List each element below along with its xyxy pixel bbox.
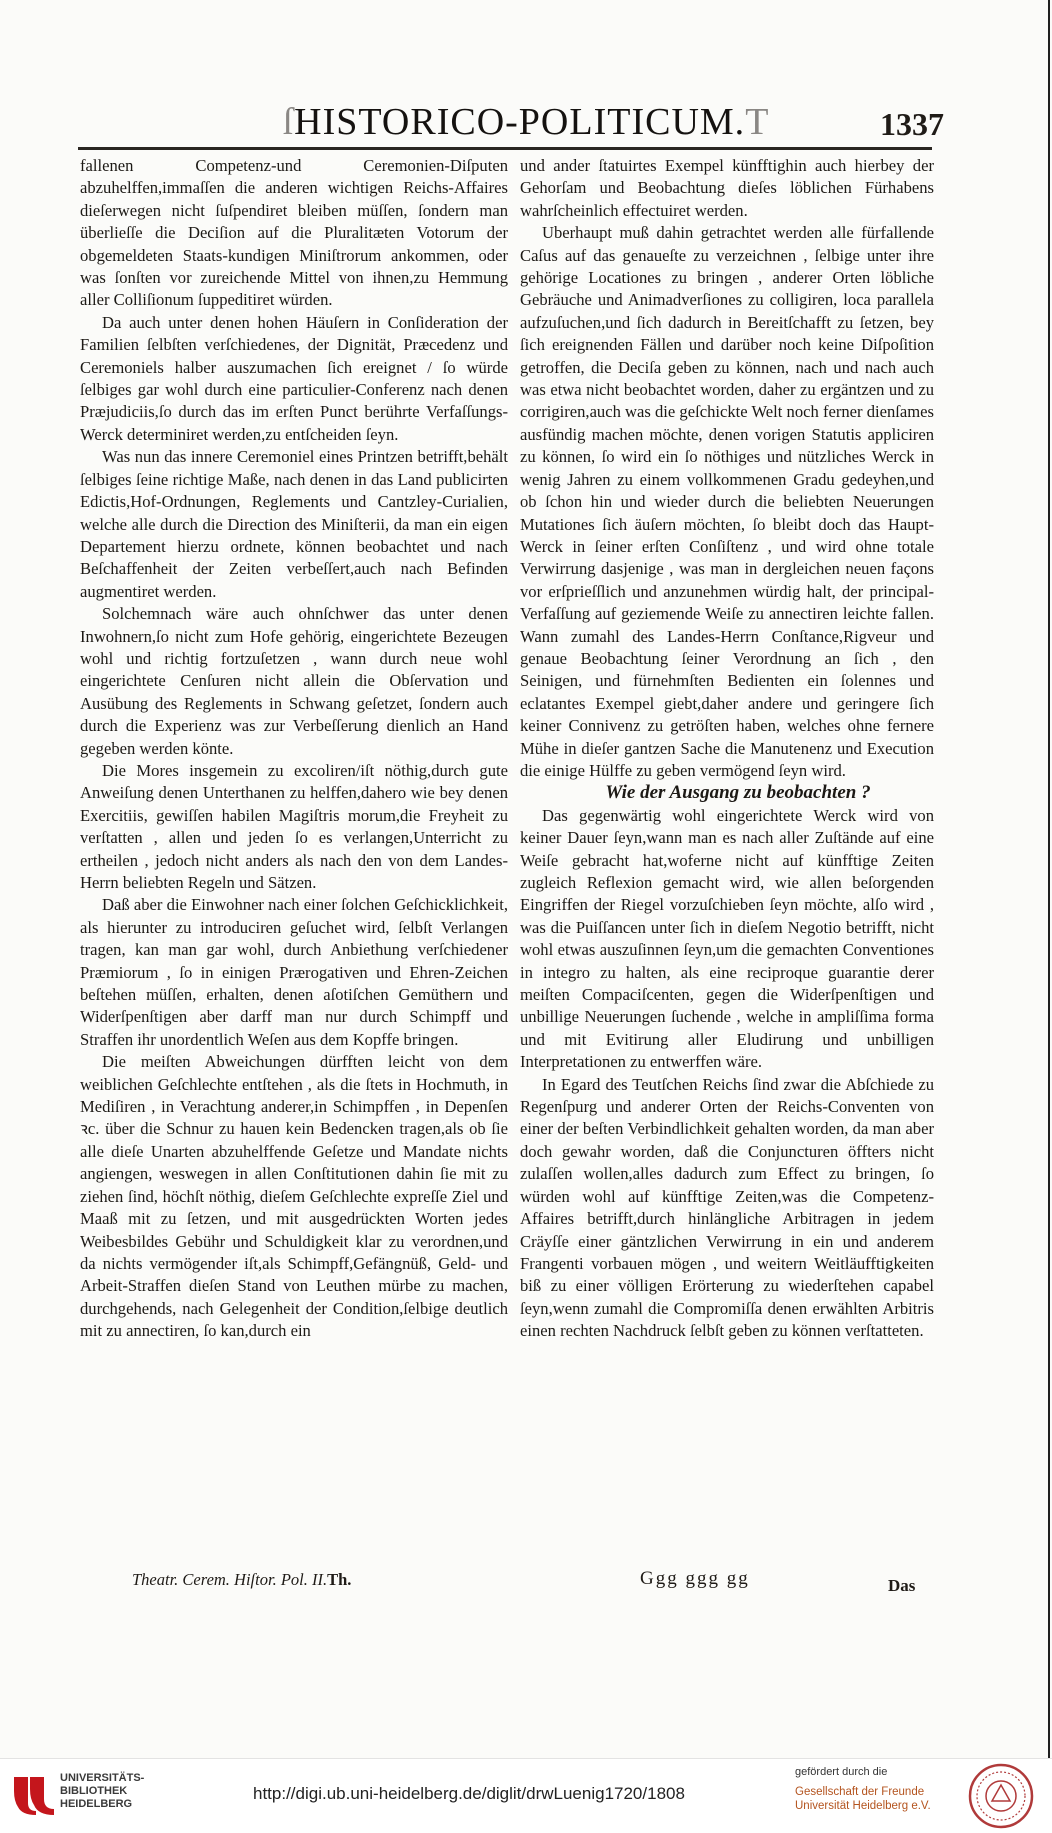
right-column [520,155,934,1343]
left-paragraph: Daß aber die Einwohner nach einer ſolchen Geſchicklichkeit, als hierunter zu introduciren geſuchet wird, ſelbſt Verlangen tragen, kan man gar wohl, durch Anbiethung verſchiedener Præmiorum , ſo in einigen Prærogativen und Ehren-Zeichen beſtehen müſſen, erhalten, denen aſotiſchen Gemüthern und Widerſpenſtigen aber darff man nur durch Schimpff und Straffen ihr unordentlich Weſen aus dem Kopffe bringen. [80,895,508,1049]
right-paragraph: Uberhaupt muß dahin getrachtet werden alle fürfallende Caſus auf das genaueſte zu verzeichnen , ſelbige unter ihre gehörige Locationes zu bringen , anderer Orten löbliche Gebräuche und Animadverſiones zu colligiren, loca parallela aufzuſuchen,und ſich dadurch in Bereitſchafft zu ſetzen, bey ſich ereignenden Fällen und darüber noch keine Diſpoſition getroffen, die Deciſa geben zu können, nach und nach auch was etwa nicht beobachtet worden, daher zu ergäntzen und zu corrigiren,auch was die geſchickte Welt noch ferner dienſames ausfündig machen möchte, denen vorigen Statutis appliciren zu können, ſo wird ein ſo nöthiges und nützliches Werck in wenig Jahren zu einem vollkommenen Gradu gedeyhen,und ob ſchon hin und wieder durch die beliebten Neuerungen Mutationes ſich äuſern möchten, ſo bleibt doch das Haupt-Werck in ſeiner erſten Conſiſtenz , und wird ohne totale Verwirrung dasjenige , was man in dergleichen neuen façons vor erſprieſſlich und anzunehmen würdig halt, der principal- Verfaſſung auf geziemende Weiſe zu annectiren leichte fallen. Wann zumahl des Landes-Herrn Conſtance,Rigveur und genaue Beobachtung ſeiner Verordnung an ſich , den Seinigen, und fürnehmſten Bedienten ein ſolennes und eclatantes Exempel giebt,daher andere und geringere ſich keiner Connivenz zu getröſten haben, welches ohne fernere Mühe in dieſer gantzen Sache die Manutenenz und Execution die einige Hülffe zu geben vermögend ſeyn wird. [520,223,934,780]
supported-by-label: gefördert durch die [795,1766,888,1778]
left-continued-paragraph: fallenen Competenz-und Ceremonien-Diſputen abzuhelffen,immaſſen die anderen wichtigen Reichs-Affaires dieſerwegen nicht ſuſpendiret bleiben müſſen, ſondern man überlieſſe die Deciſion auf die Pluralitæten Votorum der obgemeldeten Staats-kundigen Miniſtrorum ankommen, oder was ſonſten vor zureichende Mittel von ihnen,zu Hemmung aller Colliſionum ſuppeditiret würden. [80,156,508,310]
right-paragraph: Das gegenwärtig wohl eingerichtete Werck wird von keiner Dauer ſeyn,wann man es nach aller Zuſtände auf eine Weiſe gebracht hat,woferne nicht auf künfftige Zeiten zugleich Reflexion gemacht wird, wie allen beſorgenden Eingriffen der Riegel vorzuſchieben ſeyn möchte, alſo wird , was die Puiſſancen unter ſich in dieſem Negotio betrifft, nicht wohl etwas auszuſinnen ſeyn,um die gemachten Conventiones in integro zu halten, als eine reciproque guarantie derer meiſten Compaciſcenten, gegen die Widerſpenſtigen und unbillige Neuerungen ſuchende , welche in ampliſſima forma und mit Evitirung aller Eludirung und unbilligen Interpretationen zu entwerffen wäre. [520,805,934,1072]
running-head-left-mark: ſ [282,101,295,143]
signature-text: Theatr. Cerem. Hiſtor. Pol. II. [132,1570,328,1589]
society-seal-icon [968,1763,1034,1829]
library-name-line1: UNIVERSITÄTS- [60,1772,145,1784]
signature-mark: Ggg ggg gg [640,1568,750,1589]
footer-bar [0,1758,1052,1833]
permalink-url[interactable]: http://digi.ub.uni-heidelberg.de/diglit/drwLuenig1720/1808 [253,1784,685,1803]
library-name-line3: HEIDELBERG [60,1798,133,1810]
header-rule [78,147,932,150]
scan-edge-right [1048,0,1050,1758]
library-name-line2: BIBLIOTHEK [60,1785,128,1797]
signature-tail: Th. [327,1570,352,1589]
left-paragraph: Die Mores insgemein zu excoliren/iſt nöthig,durch gute Anweiſung denen Unterthanen zu helffen,dahero wie bey denen Exercitiis, gewiſſen habilen Magiſtris morum,die Freyheit zu verſtatten , allen und jeden ſo es verlangen,Unterricht zu ertheilen , jedoch nicht anders als nach den von dem Landes-Herrn beliebten Regeln und Sätzen. [80,760,508,892]
left-column [80,155,508,1343]
section-heading: Wie der Ausgang zu beobachten ? [605,782,871,804]
signature-line [132,1570,351,1590]
right-paragraph: In Egard des Teutſchen Reichs ſind zwar die Abſchiede zu Regenſpurg und anderer Orten der Reichs-Conventen von einer der beſten Verbindlichkeit gehalten worden, da man aber doch gewahr worden, daß die Conjuncturen öffters nicht zulaſſen wollen,alles dadurch zum Effect zu bringen, ſo würden wohl auf künfftige Zeiten,was die Competenz-Affaires betrifft,durch hinlängliche Arbitragen in jedem Cräyſſe einer gäntzlichen Verwirrung in ein und anderem Frangenti vorbauen mögen , und weitern Weitläufftigkeiten biß zu einer völligen Erörterung zu wiederſtehen capabel ſeyn,wenn zumahl die Compromiſſa denen erwählten Arbitris einen rechten Nachdruck ſelbſt geben zu können verſtatteten. [520,1074,934,1341]
left-paragraph: Solchemnach wäre auch ohnſchwer das unter denen Inwohnern,ſo nicht zum Hofe gehörig, eingerichtete Bezeugen wohl und richtig fortzuſetzen , wann durch neue wohl eingerichtete Cenſuren nicht allein die Obſervation und Ausübung des Reglements in Schwang geſetzet, ſondern auch durch die Experienz was zur Verbeſſerung dienlich an Hand gegeben werden könte. [80,604,508,758]
running-head-title: HISTORICO-POLITICUM. [294,101,746,143]
society-name-line1: Gesellschaft der Freunde [795,1786,925,1798]
left-paragraph: Was nun das innere Ceremoniel eines Printzen betrifft,behält ſelbiges ſeine richtige Maße, nach denen in das Land publicirten Edictis,Hof-Ordnungen, Reglements und Cantzley-Curialien, welche alle durch die Direction des Miniſterii, da man ein eigen Departement hierzu ordnete, können beobachtet und nach Beſchaffenheit der Zeiten verbeſſert,auch nach Befinden augmentiret werden. [80,447,508,601]
library-logo-icon [8,1769,60,1821]
running-head-right-mark: T [745,101,770,143]
catchword: Das [888,1576,916,1595]
right-continued-paragraph: und ander ſtatuirtes Exempel künfftighin auch hierbey der Gehorſam und Beobachtung dieſes löblichen Fürhabens wahrſcheinlich effectuiret werden. [520,156,934,220]
society-name [795,1785,931,1813]
left-paragraph: Die meiſten Abweichungen dürfften leicht von dem weiblichen Geſchlechte entſtehen , als die ſtets in Hochmuth, in Mediſiren , in Verachtung anderer,in Schimpffen , in Depenſen ꝛc. über die Schnur zu hauen kein Bedencken tragen,als ob ſie alle dieſe Unarten abzuhelffende Geſetze und Mandate nichts angiengen, weswegen in allen Conſtitutionen dahin ſie mit zu ziehen ſind, höchſt nöthig, dieſem Geſchlechte expreſſe Ziel und Maaß mit zu ſetzen, und mit ausgedrückten Worten jedes Weibesbildes Gebühr und Schuldigkeit klar zu verordnen,und da nichts vermögender iſt,als Schimpff,Gefängnüß, Geld- und Arbeit-Straffen dieſen Stand von Leuthen mürbe zu machen, durchgehends, nach Gelegenheit der Condition,ſelbige deutlich mit zu annectiren, ſo kan,durch ein [80,1052,508,1341]
society-name-line2: Universität Heidelberg e.V. [795,1800,931,1812]
page-number: 1337 [880,106,944,142]
left-paragraph: Da auch unter denen hohen Häuſern in Conſideration der Familien ſelbſten verſchiedenes, der Dignität, Præcedenz und Ceremoniels halber auszumachen ſich ereignet / ſo würde ſelbiges gar wohl durch eine particulier-Conferenz nach denen Præjudiciis,ſo durch das im erſten Punct berührte Verfaſſungs-Werck determiniret werden,zu entſcheiden ſeyn. [80,312,508,444]
library-name [60,1772,144,1811]
